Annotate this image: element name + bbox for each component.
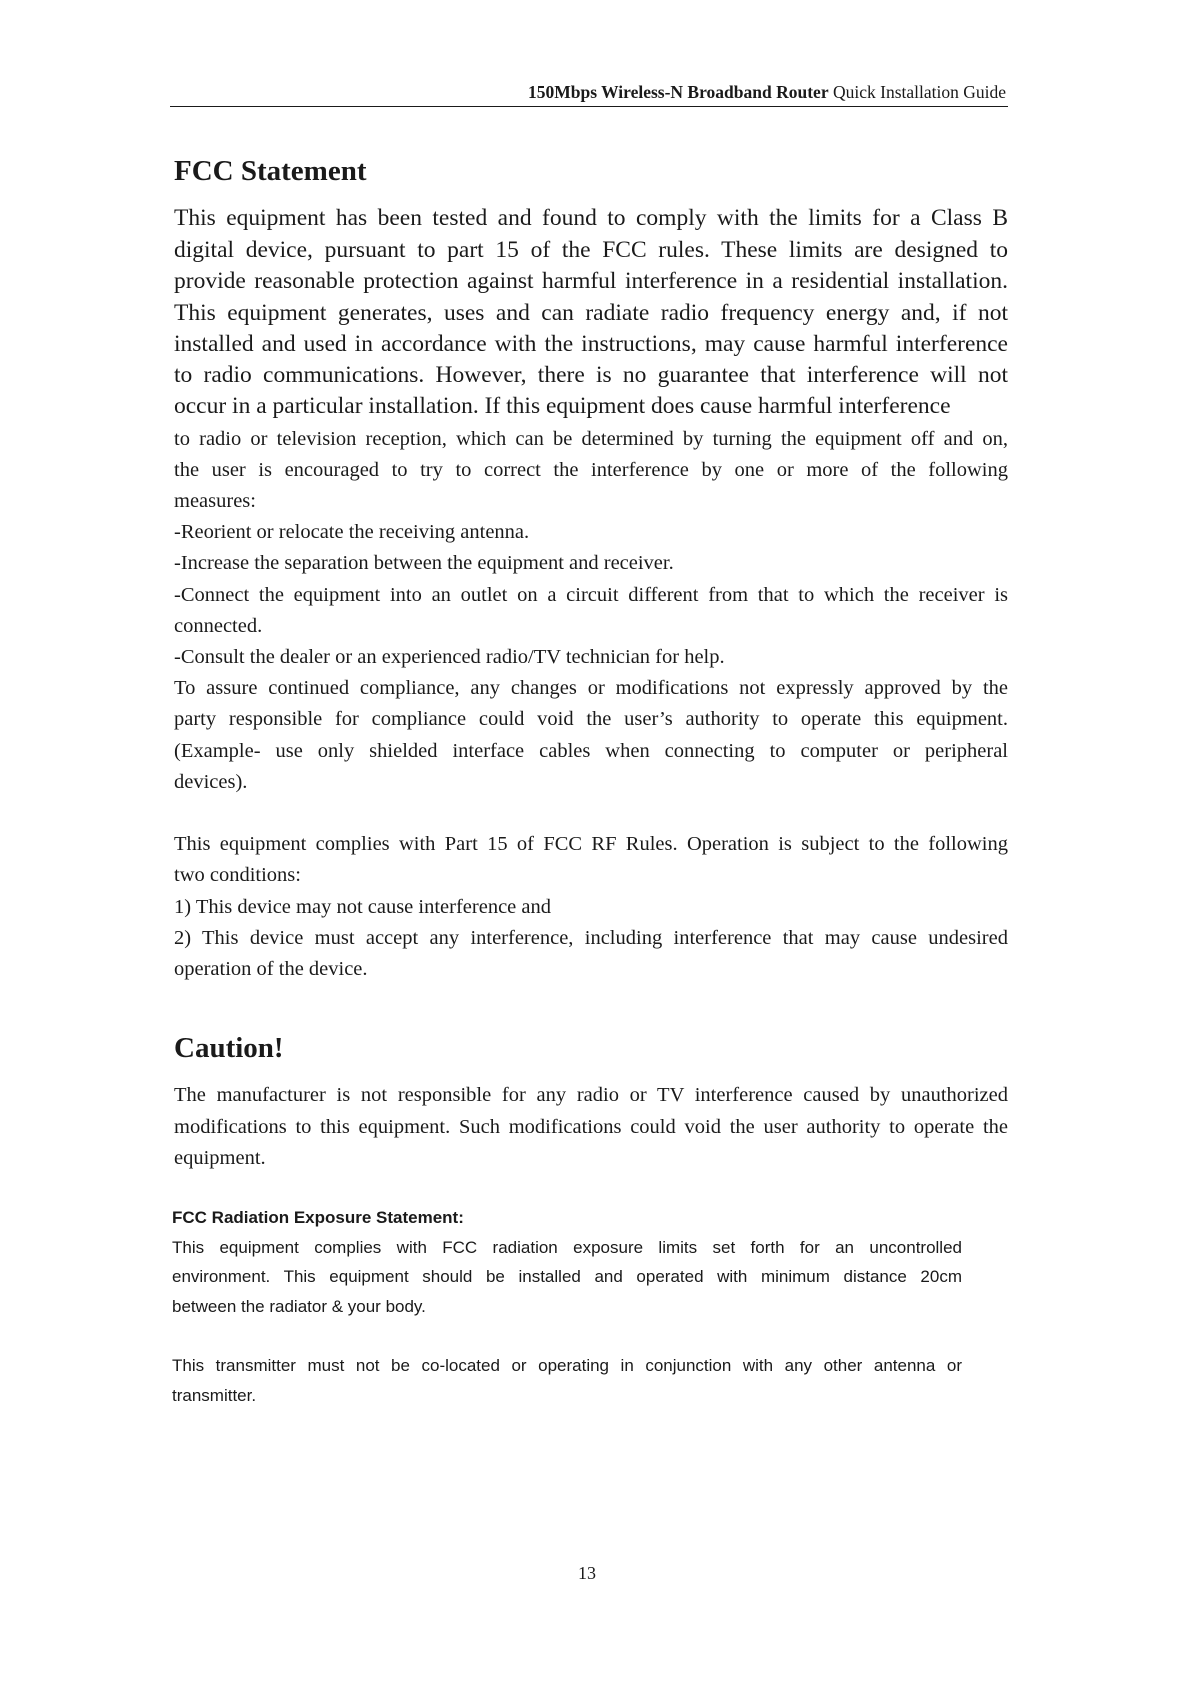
caution-heading: Caution! — [174, 1032, 284, 1064]
fcc-paragraph-line: This equipment generates, uses and can radiate radio frequency energy and, if not — [174, 300, 1008, 326]
fcc-paragraph-line: occur in a particular installation. If this equipment does cause harmful interference — [174, 393, 951, 419]
part15-paragraph-line: This equipment complies with Part 15 of FCC RF Rules. Operation is subject to the following — [174, 833, 1008, 855]
fcc-paragraph-line: provide reasonable protection against harmful interference in a residential installation. — [174, 268, 1008, 294]
running-header — [170, 80, 1008, 107]
fcc-paragraph-line: measures: — [174, 490, 256, 512]
part15-condition-item: 1) This device may not cause interference and — [174, 896, 551, 918]
part15-condition-item: 2) This device must accept any interference, including interference that may cause undesired — [174, 927, 1008, 949]
fcc-paragraph-line: This equipment has been tested and found to comply with the limits for a Class B — [174, 205, 1008, 231]
caution-paragraph-line: equipment. — [174, 1147, 266, 1169]
radiation-paragraph-line: environment. This equipment should be installed and operated with minimum distance 20cm — [172, 1267, 962, 1286]
radiation-heading: FCC Radiation Exposure Statement: — [172, 1208, 464, 1227]
fcc-paragraph-line: party responsible for compliance could void the user’s authority to operate this equipment. — [174, 708, 1008, 730]
fcc-paragraph-line: devices). — [174, 771, 248, 793]
part15-paragraph-line: operation of the device. — [174, 958, 368, 980]
fcc-paragraph-line: digital device, pursuant to part 15 of the FCC rules. These limits are designed to — [174, 237, 1008, 263]
fcc-paragraph-line: connected. — [174, 615, 263, 637]
caution-paragraph-line: The manufacturer is not responsible for any radio or TV interference caused by unauthorized — [174, 1084, 1008, 1106]
fcc-measure-item: -Reorient or relocate the receiving antenna. — [174, 521, 530, 543]
part15-paragraph-line: two conditions: — [174, 864, 301, 886]
caution-paragraph-line: modifications to this equipment. Such modifications could void the user authority to operate the — [174, 1116, 1008, 1138]
fcc-paragraph-line: to radio communications. However, there is no guarantee that interference will not — [174, 362, 1008, 388]
header-title-bold: 150Mbps Wireless-N Broadband Router — [527, 82, 829, 102]
header-title — [528, 82, 1006, 103]
fcc-measure-item: -Consult the dealer or an experienced radio/TV technician for help. — [174, 646, 725, 668]
fcc-measure-item: -Connect the equipment into an outlet on a circuit different from that to which the receiver is — [174, 584, 1008, 606]
fcc-paragraph-line: To assure continued compliance, any changes or modifications not expressly approved by the — [174, 677, 1008, 699]
fcc-paragraph-line: (Example- use only shielded interface cables when connecting to computer or peripheral — [174, 740, 1008, 762]
page-number: 13 — [578, 1563, 596, 1583]
header-title-plain: Quick Installation Guide — [832, 82, 1006, 102]
fcc-statement-heading: FCC Statement — [174, 155, 367, 187]
radiation-paragraph-line: between the radiator & your body. — [172, 1297, 426, 1316]
fcc-paragraph-line: to radio or television reception, which can be determined by turning the equipment off and on, — [174, 428, 1008, 450]
fcc-paragraph-line: the user is encouraged to try to correct the interference by one or more of the following — [174, 459, 1008, 481]
fcc-measure-item: -Increase the separation between the equipment and receiver. — [174, 552, 674, 574]
transmitter-paragraph-line: This transmitter must not be co-located or operating in conjunction with any other antenna or — [172, 1356, 962, 1375]
radiation-paragraph-line: This equipment complies with FCC radiation exposure limits set forth for an uncontrolled — [172, 1238, 962, 1257]
fcc-paragraph-line: installed and used in accordance with the instructions, may cause harmful interference — [174, 331, 1008, 357]
transmitter-paragraph-line: transmitter. — [172, 1386, 257, 1405]
